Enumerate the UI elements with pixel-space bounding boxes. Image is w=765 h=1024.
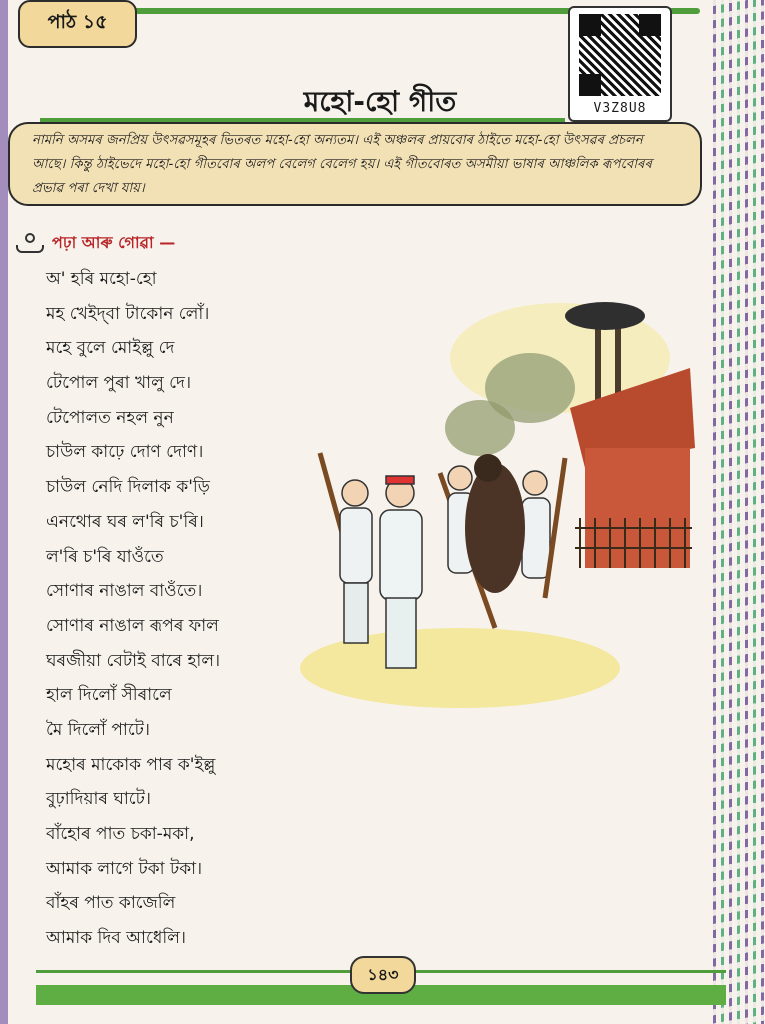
poem-line: মহে বুলে মোইল্লু দে xyxy=(46,338,175,359)
section-label: পঢ়া আৰু গোৱা — xyxy=(52,233,176,252)
section-heading xyxy=(16,230,175,257)
poem-line: বাঁহোৰ পাত চকা-মকা, xyxy=(46,824,195,844)
qr-pattern-icon xyxy=(579,14,661,96)
poem-line: আমাক দিব আধেলি। xyxy=(46,928,186,949)
poem-line: আমাক লাগে টকা টকা। xyxy=(46,858,203,879)
page-title: মহো-হো গীত xyxy=(303,85,457,118)
intro-box: নামনি অসমৰ জনপ্ৰিয় উৎসৱসমূহৰ ভিতৰত মহো-হো অন্যতম। এই অঞ্চলৰ প্ৰায়বোৰ ঠাইতে মহো-হো উৎসৱৰ প্ৰচলন আছে। কিন্তু ঠাইভেদে মহো-হো গীতবোৰ অলপ বেলেগ বেলেগ হয়। এই গীতবোৰত অসমীয়া ভাষাৰ আঞ্চলিক ৰূপবোৰৰ প্ৰভাৱ পৰা দেখা যায়। xyxy=(8,122,702,206)
poem-line: মহ খেইদ্‌বা টাকোন লোঁ। xyxy=(46,303,210,324)
reading-book-icon xyxy=(16,233,46,255)
right-decorative-border xyxy=(713,0,765,1024)
poem-line: এনথোৰ ঘৰ ল'ৰি চ'ৰি। xyxy=(46,511,204,532)
left-border-strip xyxy=(0,0,8,1024)
poem-line: টেপোল পুৰা খালু দে। xyxy=(46,373,192,394)
mahoho-dance-illustration xyxy=(300,298,695,718)
poem-line: বুঢ়াদিয়াৰ ঘাটে। xyxy=(46,789,151,810)
poem-line: চাউল কাঢ়ে দোণ দোণ। xyxy=(46,442,204,463)
poem-line: হাল দিলোঁ সীৰালে xyxy=(46,685,172,706)
lesson-number-tag: পাঠ ১৫ xyxy=(18,0,137,48)
qr-code[interactable] xyxy=(568,6,672,122)
poem-line: চাউল নেদি দিলাক ক'ড়ি xyxy=(46,477,210,498)
poem-line: ঘৰজীয়া বেটাই বাৰে হাল। xyxy=(46,650,221,671)
poem-line: মহোৰ মাকোক পাৰ ক'ইল্লু xyxy=(46,754,216,775)
qr-code-text: V3Z8U8 xyxy=(593,101,647,116)
poem-line: সোণাৰ নাঙাল ৰূপৰ ফাল xyxy=(46,615,219,636)
poem-line: বাঁহৰ পাত কাজেলি xyxy=(46,893,176,914)
poem-line: ল'ৰি চ'ৰি যাওঁতে xyxy=(46,546,164,567)
page-number: ১৪৩ xyxy=(350,956,416,994)
poem-line: টেপোলত নহল নুন xyxy=(46,407,174,428)
poem-line: অ' হৰি মহো-হো xyxy=(46,269,157,289)
poem-line: সোণাৰ নাঙাল বাওঁতে। xyxy=(46,581,203,602)
poem-line: মৈ দিলোঁ পাটে। xyxy=(46,719,150,740)
